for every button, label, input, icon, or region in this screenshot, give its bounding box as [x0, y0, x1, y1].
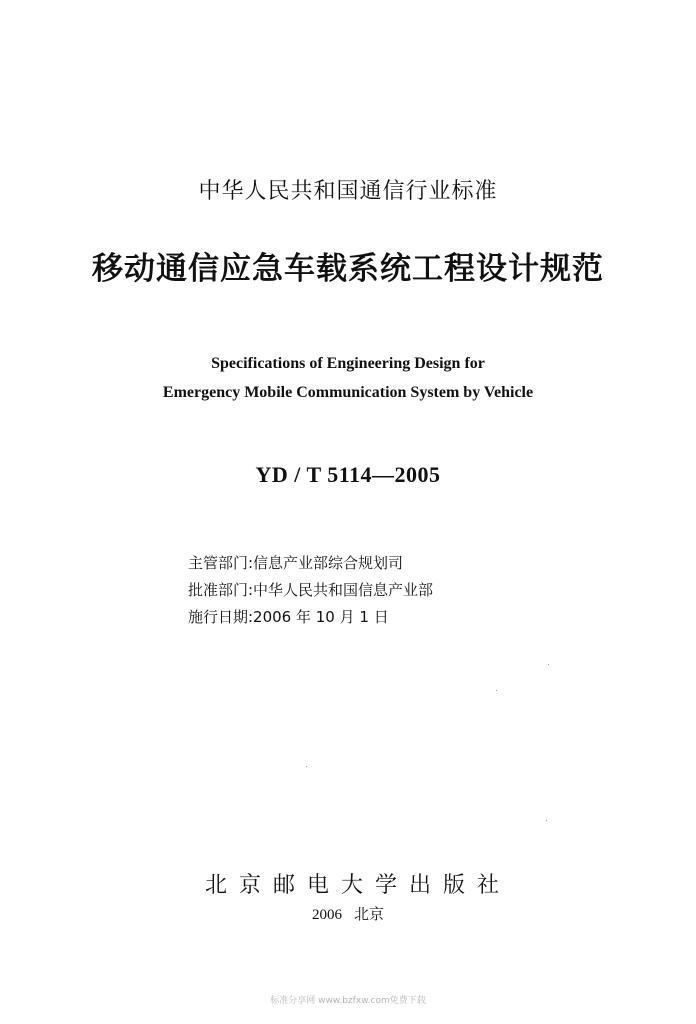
standard-code: YD / T 5114—2005	[255, 462, 441, 487]
publication-year-place	[0, 903, 696, 924]
scan-speck	[546, 820, 547, 821]
scan-speck	[496, 690, 497, 691]
industry-standard-heading: 中华人民共和国通信行业标准	[198, 179, 498, 204]
publication-info-block	[188, 550, 433, 631]
approval-department: 批准部门:中华人民共和国信息产业部	[188, 581, 434, 599]
scan-speck	[306, 766, 307, 767]
watermark-footer: 标准分享网 www.bzfxw.com免费下载	[270, 996, 426, 1006]
title-english-line-1: Specifications of Engineering Design for	[211, 355, 485, 372]
publication-place: 北京	[353, 905, 384, 923]
title-english-line-2: Emergency Mobile Communication System by Vehicle	[162, 384, 534, 401]
publication-year: 2006	[311, 907, 342, 923]
publisher-name: 北京邮电大学出版社	[204, 873, 511, 898]
document-title-chinese: 移动通信应急车载系统工程设计规范	[92, 251, 604, 287]
document-title-english	[0, 349, 696, 407]
effective-date: 施行日期:2006 年 10 月 1 日	[188, 608, 389, 626]
scan-speck	[548, 664, 549, 665]
competent-department: 主管部门:信息产业部综合规划司	[188, 554, 404, 572]
